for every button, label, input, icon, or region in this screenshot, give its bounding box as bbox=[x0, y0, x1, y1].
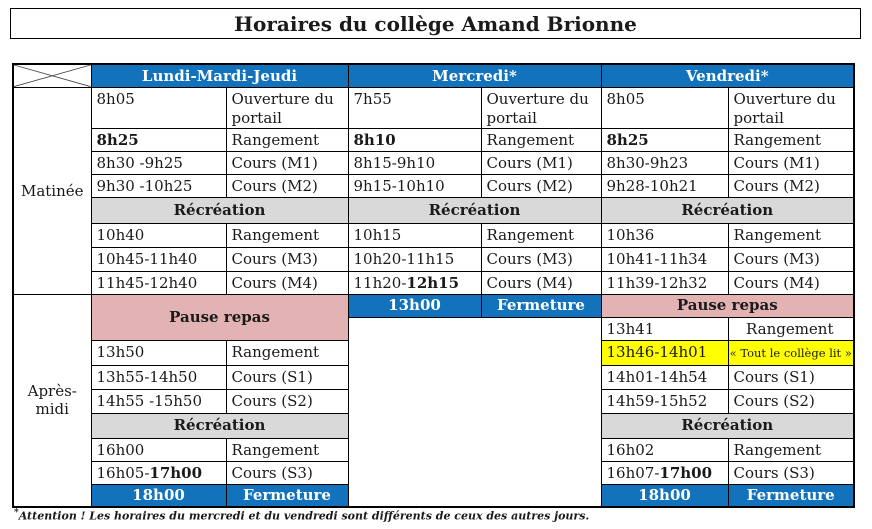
time-text: 16h05- bbox=[96, 463, 150, 482]
fri-s1-time: 14h01-14h54 bbox=[601, 365, 728, 389]
lmj-m1-time: 8h30 -9h25 bbox=[91, 151, 226, 174]
side-label-afternoon: Après-midi bbox=[13, 294, 91, 507]
fri-reading-time: 13h46-14h01 bbox=[601, 340, 728, 365]
time-text-bold: 17h00 bbox=[149, 463, 203, 482]
fri-m3-label: Cours (M3) bbox=[728, 247, 854, 271]
fri-close-label: Fermeture bbox=[728, 484, 854, 507]
wed-close-label: Fermeture bbox=[481, 294, 601, 317]
fri-tidy3-time: 13h41 bbox=[601, 317, 728, 340]
lmj-s1-label: Cours (S1) bbox=[226, 365, 348, 389]
lmj-close-label: Fermeture bbox=[226, 484, 348, 507]
wed-m2-label: Cours (M2) bbox=[481, 174, 601, 197]
lmj-tidy1-label: Rangement bbox=[226, 128, 348, 151]
lmj-s1-time: 13h55-14h50 bbox=[91, 365, 226, 389]
lmj-tidy4-time: 16h00 bbox=[91, 438, 226, 461]
fri-lunch: Pause repas bbox=[601, 294, 854, 317]
lmj-m2-time: 9h30 -10h25 bbox=[91, 174, 226, 197]
lmj-s2-time: 14h55 -15h50 bbox=[91, 389, 226, 413]
footnote bbox=[14, 508, 589, 523]
lmj-tidy2-time: 10h40 bbox=[91, 223, 226, 247]
lmj-m3-time: 10h45-11h40 bbox=[91, 247, 226, 271]
fri-portal-time: 8h05 bbox=[601, 87, 728, 128]
lmj-m4-time: 11h45-12h40 bbox=[91, 271, 226, 294]
day-header-lmj: Lundi-Mardi-Jeudi bbox=[91, 64, 348, 87]
wed-close-time: 13h00 bbox=[348, 294, 481, 317]
wed-tidy2-time: 10h15 bbox=[348, 223, 481, 247]
fri-recess1: Récréation bbox=[601, 197, 854, 223]
wed-m2-time: 9h15-10h10 bbox=[348, 174, 481, 197]
lmj-m1-label: Cours (M1) bbox=[226, 151, 348, 174]
fri-m4-label: Cours (M4) bbox=[728, 271, 854, 294]
footnote-text: Attention ! Les horaires du mercredi et du vendredi sont différents de ceux des autres jours. bbox=[18, 509, 590, 523]
time-text: 11h20- bbox=[353, 273, 407, 292]
fri-m1-time: 8h30-9h23 bbox=[601, 151, 728, 174]
wed-m1-time: 8h15-9h10 bbox=[348, 151, 481, 174]
lmj-s3-time bbox=[91, 461, 226, 484]
fri-m1-label: Cours (M1) bbox=[728, 151, 854, 174]
fri-portal-label: Ouverture du portail bbox=[728, 87, 854, 128]
lmj-recess2: Récréation bbox=[91, 413, 348, 438]
time-text: 16h07- bbox=[606, 463, 660, 482]
fri-tidy4-label: Rangement bbox=[728, 438, 854, 461]
wed-m4-label: Cours (M4) bbox=[481, 271, 601, 294]
schedule-table bbox=[12, 63, 855, 508]
fri-tidy1-label: Rangement bbox=[728, 128, 854, 151]
fri-s3-label: Cours (S3) bbox=[728, 461, 854, 484]
lmj-s3-label: Cours (S3) bbox=[226, 461, 348, 484]
fri-tidy4-time: 16h02 bbox=[601, 438, 728, 461]
wed-empty-cell bbox=[348, 317, 601, 507]
fri-m2-label: Cours (M2) bbox=[728, 174, 854, 197]
wed-tidy1-label: Rangement bbox=[481, 128, 601, 151]
wed-recess1: Récréation bbox=[348, 197, 601, 223]
lmj-portal-label: Ouverture du portail bbox=[226, 87, 348, 128]
wed-tidy2-label: Rangement bbox=[481, 223, 601, 247]
day-header-fri: Vendredi* bbox=[601, 64, 854, 87]
day-header-wed: Mercredi* bbox=[348, 64, 601, 87]
fri-tidy3-label: Rangement bbox=[728, 317, 854, 340]
fri-reading-label: « Tout le collège lit » bbox=[728, 340, 854, 365]
time-text-bold: 17h00 bbox=[659, 463, 713, 482]
wed-portal-time: 7h55 bbox=[348, 87, 481, 128]
page-title: Horaires du collège Amand Brionne bbox=[10, 8, 861, 39]
lmj-recess1: Récréation bbox=[91, 197, 348, 223]
wed-m1-label: Cours (M1) bbox=[481, 151, 601, 174]
lmj-s2-label: Cours (S2) bbox=[226, 389, 348, 413]
fri-tidy2-label: Rangement bbox=[728, 223, 854, 247]
fri-s2-label: Cours (S2) bbox=[728, 389, 854, 413]
lmj-lunch: Pause repas bbox=[91, 294, 348, 340]
corner-cell bbox=[13, 64, 91, 87]
lmj-portal-time: 8h05 bbox=[91, 87, 226, 128]
lmj-m2-label: Cours (M2) bbox=[226, 174, 348, 197]
wed-m3-time: 10h20-11h15 bbox=[348, 247, 481, 271]
lmj-tidy2-label: Rangement bbox=[226, 223, 348, 247]
diagonal-cross-icon bbox=[14, 65, 91, 87]
lmj-m4-label: Cours (M4) bbox=[226, 271, 348, 294]
lmj-tidy3-time: 13h50 bbox=[91, 340, 226, 365]
fri-s3-time bbox=[601, 461, 728, 484]
fri-close-time: 18h00 bbox=[601, 484, 728, 507]
fri-s1-label: Cours (S1) bbox=[728, 365, 854, 389]
lmj-tidy3-label: Rangement bbox=[226, 340, 348, 365]
lmj-m3-label: Cours (M3) bbox=[226, 247, 348, 271]
footnote-star: * bbox=[14, 508, 19, 518]
fri-recess2: Récréation bbox=[601, 413, 854, 438]
lmj-tidy1-time: 8h25 bbox=[91, 128, 226, 151]
wed-tidy1-time: 8h10 bbox=[348, 128, 481, 151]
time-text-bold: 12h15 bbox=[406, 273, 460, 292]
fri-m2-time: 9h28-10h21 bbox=[601, 174, 728, 197]
fri-m4-time: 11h39-12h32 bbox=[601, 271, 728, 294]
wed-m3-label: Cours (M3) bbox=[481, 247, 601, 271]
fri-tidy2-time: 10h36 bbox=[601, 223, 728, 247]
fri-m3-time: 10h41-11h34 bbox=[601, 247, 728, 271]
lmj-tidy4-label: Rangement bbox=[226, 438, 348, 461]
lmj-close-time: 18h00 bbox=[91, 484, 226, 507]
wed-m4-time bbox=[348, 271, 481, 294]
wed-portal-label: Ouverture du portail bbox=[481, 87, 601, 128]
fri-s2-time: 14h59-15h52 bbox=[601, 389, 728, 413]
fri-tidy1-time: 8h25 bbox=[601, 128, 728, 151]
side-label-morning: Matinée bbox=[13, 87, 91, 294]
